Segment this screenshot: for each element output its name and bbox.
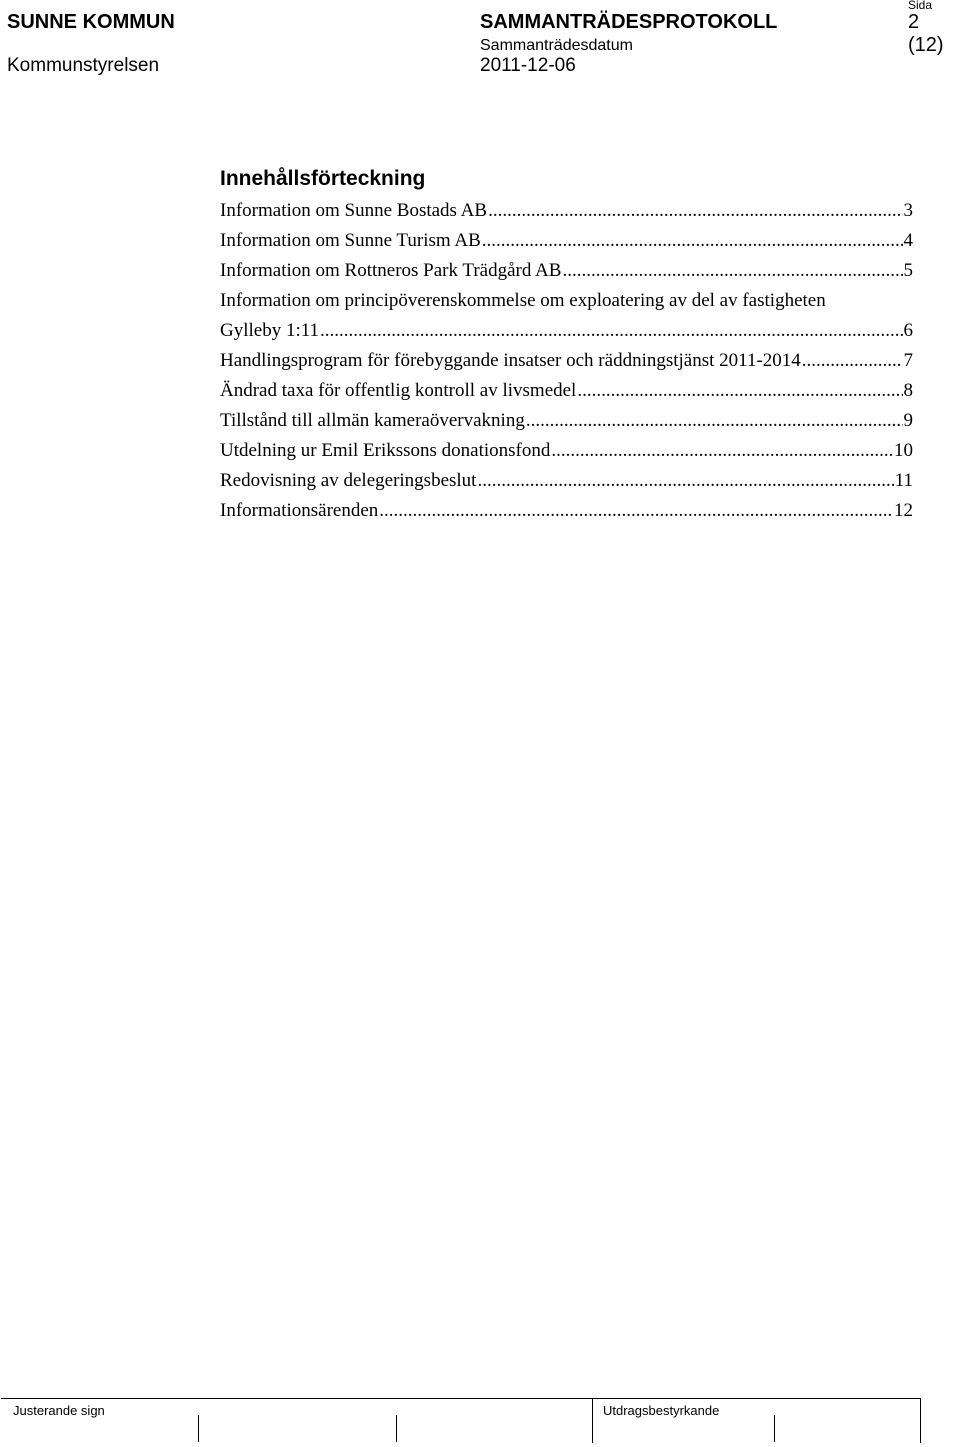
toc-entry-page: 3: [903, 200, 913, 221]
toc-entry[interactable]: [220, 376, 913, 406]
toc-entry[interactable]: [220, 496, 913, 526]
toc-leader: [577, 376, 902, 406]
toc-entry-text: Handlingsprogram för förebyggande insatser och räddningstjänst 2011-2014: [220, 350, 801, 371]
signature-footer: [1, 1398, 921, 1443]
signature-divider: [198, 1415, 199, 1442]
toc-entry-page: 8: [903, 380, 913, 401]
toc-entry-page: 5: [903, 260, 913, 281]
signature-divider: [920, 1399, 921, 1443]
toc-entry-text: Utdelning ur Emil Erikssons donationsfond: [220, 440, 551, 461]
toc-entry-page: 4: [903, 230, 913, 251]
toc-entry[interactable]: [220, 196, 913, 226]
toc-entry[interactable]: [220, 226, 913, 256]
toc-leader: [379, 496, 893, 526]
toc-entry-text: Redovisning av delegeringsbeslut: [220, 470, 477, 491]
toc-entry[interactable]: [220, 436, 913, 466]
signature-divider: [774, 1415, 775, 1442]
toc-entry-page: 7: [903, 350, 913, 371]
toc-entry-text-line1: Information om principöverenskommelse om exploatering av del av fastigheten: [220, 290, 826, 311]
toc-leader: [488, 196, 902, 226]
toc-entry-text: Information om Rottneros Park Trädgård AB: [220, 260, 562, 281]
toc-leader: [562, 256, 902, 286]
document-type: SAMMANTRÄDESPROTOKOLL: [480, 11, 778, 33]
toc-leader: [802, 346, 903, 376]
toc-entry[interactable]: [220, 256, 913, 286]
toc-entry-text: Gylleby 1:11: [220, 320, 320, 341]
toc-leader: [320, 316, 902, 346]
toc-leader: [477, 466, 893, 496]
toc-entry-page: 10: [894, 440, 913, 461]
toc-title: Innehållsförteckning: [220, 167, 426, 190]
toc-entry-text: Information om Sunne Turism AB: [220, 230, 481, 251]
toc-entry-text: Ändrad taxa för offentlig kontroll av livsmedel: [220, 380, 577, 401]
organization-name: SUNNE KOMMUN: [7, 11, 175, 33]
page-number: 2 (12): [908, 11, 944, 56]
toc-entry-page: 11: [894, 470, 913, 491]
toc-entry[interactable]: [220, 406, 913, 436]
toc-leader: [482, 226, 903, 256]
toc-entry-page: 6: [903, 320, 913, 341]
toc-entry[interactable]: [220, 466, 913, 496]
page-label: Sida: [908, 0, 933, 12]
signature-divider: [592, 1399, 593, 1443]
toc-leader: [526, 406, 903, 436]
extract-certified-label: Utdragsbestyrkande: [603, 1403, 720, 1418]
department-name: Kommunstyrelsen: [7, 55, 160, 76]
toc-entry[interactable]: [220, 346, 913, 376]
toc-entry-text: Information om Sunne Bostads AB: [220, 200, 488, 221]
table-of-contents: [220, 196, 913, 526]
toc-entry-text: Informationsärenden: [220, 500, 379, 521]
toc-leader: [551, 436, 893, 466]
meeting-date-label: Sammanträdesdatum: [480, 37, 633, 54]
signature-divider: [396, 1415, 397, 1442]
toc-entry-page: 12: [894, 500, 913, 521]
toc-entry-page: 9: [903, 410, 913, 431]
toc-entry-text: Tillstånd till allmän kameraövervakning: [220, 410, 525, 431]
adjusting-sign-label: Justerande sign: [13, 1403, 105, 1418]
meeting-date: 2011-12-06: [480, 55, 576, 76]
toc-entry[interactable]: [220, 286, 913, 346]
